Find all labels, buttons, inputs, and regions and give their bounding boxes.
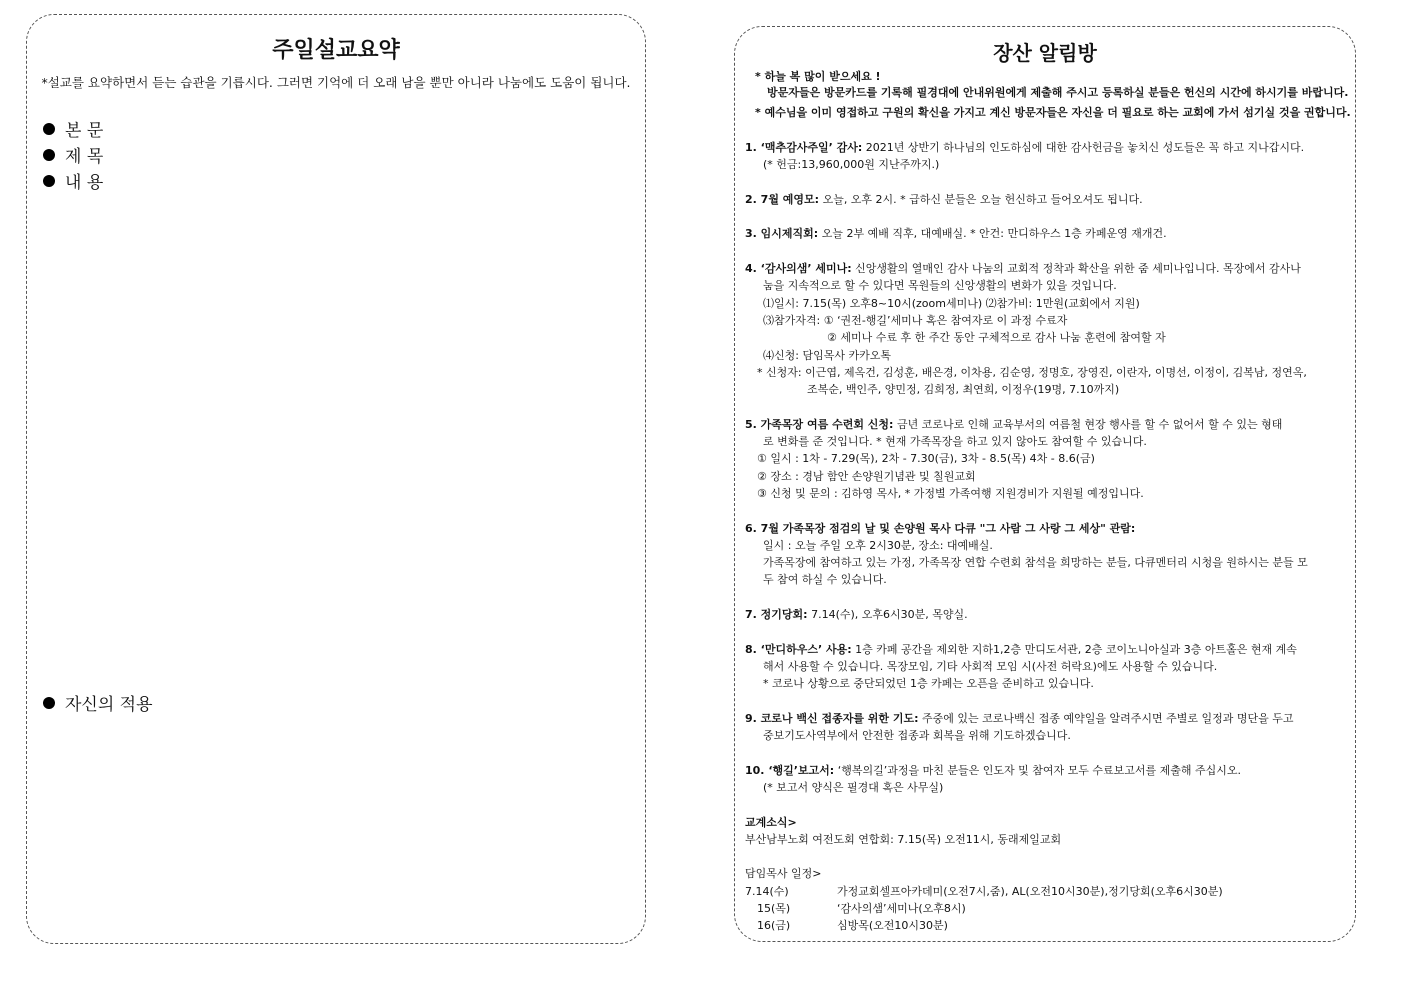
announcement-item: 10. ‘행길’보고서: ‘행복의길’과정을 마친 분들은 인도자 및 참여자 모두 수료보고서를 제출해 주십시오. (* 보고서 양식은 필경대 혹은 사무실) — [745, 763, 1241, 794]
bullet-dot-icon — [43, 175, 55, 187]
announcement-item: 6. 7월 가족목장 점검의 날 및 손양원 목사 다큐 "그 사람 그 사랑 그 세상" 관람: 일시 : 오늘 주일 오후 2시30분, 장소: 대예배실. 가족목장에 참여하고 있는 가정, 가족목장 연합 수련회 참석을 희망하는 분들, 다큐멘터리 시청을 원하시는 분들 모 두 참여 하실 수 있습니다. — [745, 521, 1308, 587]
sermon-summary-panel — [26, 14, 646, 944]
announcement-item: 9. 코로나 백신 접종자를 위한 기도: 주중에 있는 코로나백신 접종 예약일을 알려주시면 주별로 일정과 명단을 두고 중보기도사역부에서 안전한 접종과 회복을 위해 기도하겠습니다. — [745, 711, 1294, 743]
announcements-panel — [734, 26, 1356, 942]
bullet-content: 내 용 — [43, 168, 103, 193]
church-news: 교계소식> 부산남부노회 여전도회 연합회: 7.15(목) 오전11시, 동래제일교회 — [745, 815, 1062, 846]
announcement-list — [745, 139, 1349, 935]
visitor-notice: * 하늘 복 많이 받으세요 ! 방문자들은 방문카드를 기록해 필경대에 안내위원에게 제출해 주시고 등록하실 분들은 헌신의 시간에 하시기를 바랍니다. * 예수님을 이미 영접하고 구원의 확신을 가지고 계신 방문자들은 자신을 더 필요로 하는 교회에 가서 섬기실 것을 권합니다. — [755, 70, 1351, 119]
bullet-application: 자신의 적용 — [43, 690, 153, 715]
sermon-summary-intro: *설교를 요약하면서 듣는 습관을 기릅시다. 그러면 기억에 더 오래 남을 뿐만 아니라 나눔에도 도움이 됩니다. — [41, 75, 631, 90]
bullet-title: 제 목 — [43, 142, 103, 167]
schedule-row: 7.14(수) 가정교회셀프아카데미(오전7시,줌), AL(오전10시30분),정기당회(오후6시30분) — [745, 884, 1223, 898]
bullet-dot-icon — [43, 149, 55, 161]
announcement-item: 2. 7월 예영모: 오늘, 오후 2시. * 급하신 분들은 오늘 헌신하고 들어오셔도 됩니다. — [745, 192, 1143, 206]
bullet-dot-icon — [43, 123, 55, 135]
schedule-row: 15(목) ‘감사의샘’세미나(오후8시) — [757, 902, 966, 916]
announcement-item: 5. 가족목장 여름 수련회 신청: 금년 코로나로 인해 교육부서의 여름철 현장 행사를 할 수 없어서 할 수 있는 형태 로 변화를 준 것입니다. * 현재 가족목장을 하고 있지 않아도 참여할 수 있습니다. ① 일시 : 1차 - 7.29(목), 2차 - 7.30(금), 3차 - 8.5(목) 4차 - 8.6(금) ② 장소 : 경남 함안 손양원기념관 및 칠원교회 ③ 신청 및 문의 : 김하영 목사, * 가정별 가족여행 지원경비가 지원될 예정입니다. — [745, 417, 1283, 500]
announcement-item: 8. ‘만디하우스’ 사용: 1층 카페 공간을 제외한 지하1,2층 만디도서관, 2층 코이노니아실과 3층 아트홀은 현재 계속 해서 사용할 수 있습니다. 목장모임, 기타 사회적 모임 시(사전 허락요)에도 사용할 수 있습니다. * 코로나 상황으로 중단되었던 1층 카페는 오픈을 준비하고 있습니다. — [745, 642, 1297, 691]
bullet-dot-icon — [43, 697, 55, 709]
announcements-title: 장산 알림방 — [993, 41, 1097, 65]
schedule-row: 16(금) 심방목(오전10시30분) — [757, 919, 948, 933]
pastor-schedule: 담임목사 일정> 7.14(수) 가정교회셀프아카데미(오전7시,줌), AL(오전10시30분),정기당회(오후6시30분) 15(목) ‘감사의샘’세미나(오후8시) 16(금) 심방목(오전10시30분) — [745, 865, 1349, 934]
bullet-passage: 본 문 — [43, 116, 103, 141]
announcement-item: 1. ‘맥추감사주일’ 감사: 2021년 상반기 하나님의 인도하심에 대한 감사헌금을 놓치신 성도들은 꼭 하고 지나갑시다. (* 헌금:13,960,000원 지난주까지.) — [745, 141, 1305, 172]
sermon-summary-title: 주일설교요약 — [272, 38, 400, 63]
announcement-item: 3. 임시제직회: 오늘 2부 예배 직후, 대예배실. * 안건: 만디하우스 1층 카페운영 재개건. — [745, 227, 1167, 241]
announcement-item: 7. 정기당회: 7.14(수), 오후6시30분, 목양실. — [745, 608, 968, 622]
announcement-item: 4. ‘감사의샘’ 세미나: 신앙생활의 열매인 감사 나눔의 교회적 정착과 확산을 위한 줌 세미나입니다. 목장에서 감사나 눔을 지속적으로 할 수 있다면 목원들의 신앙생활의 변화가 있을 것입니다. ⑴일시: 7.15(목) 오후8~10시(zoom세미나) ⑵참가비: 1만원(교회에서 지원) ⑶참가자격: ① ‘권전-행길’세미나 혹은 참여자로 이 과정 수료자 ② 세미나 수료 후 한 주간 동안 구체적으로 감사 나눔 훈련에 참여할 자 ⑷신청: 담임목사 카카오톡 * 신청자: 이근엽, 제옥건, 김성훈, 배은경, 이차용, 김순영, 정명호, 장영진, 이란자, 이명선, 이정이, 김복남, 정연옥, 조복순, 백인주, 양민정, 김희정, 최연희, 이정우(19명, 7.10까지) — [745, 262, 1307, 397]
